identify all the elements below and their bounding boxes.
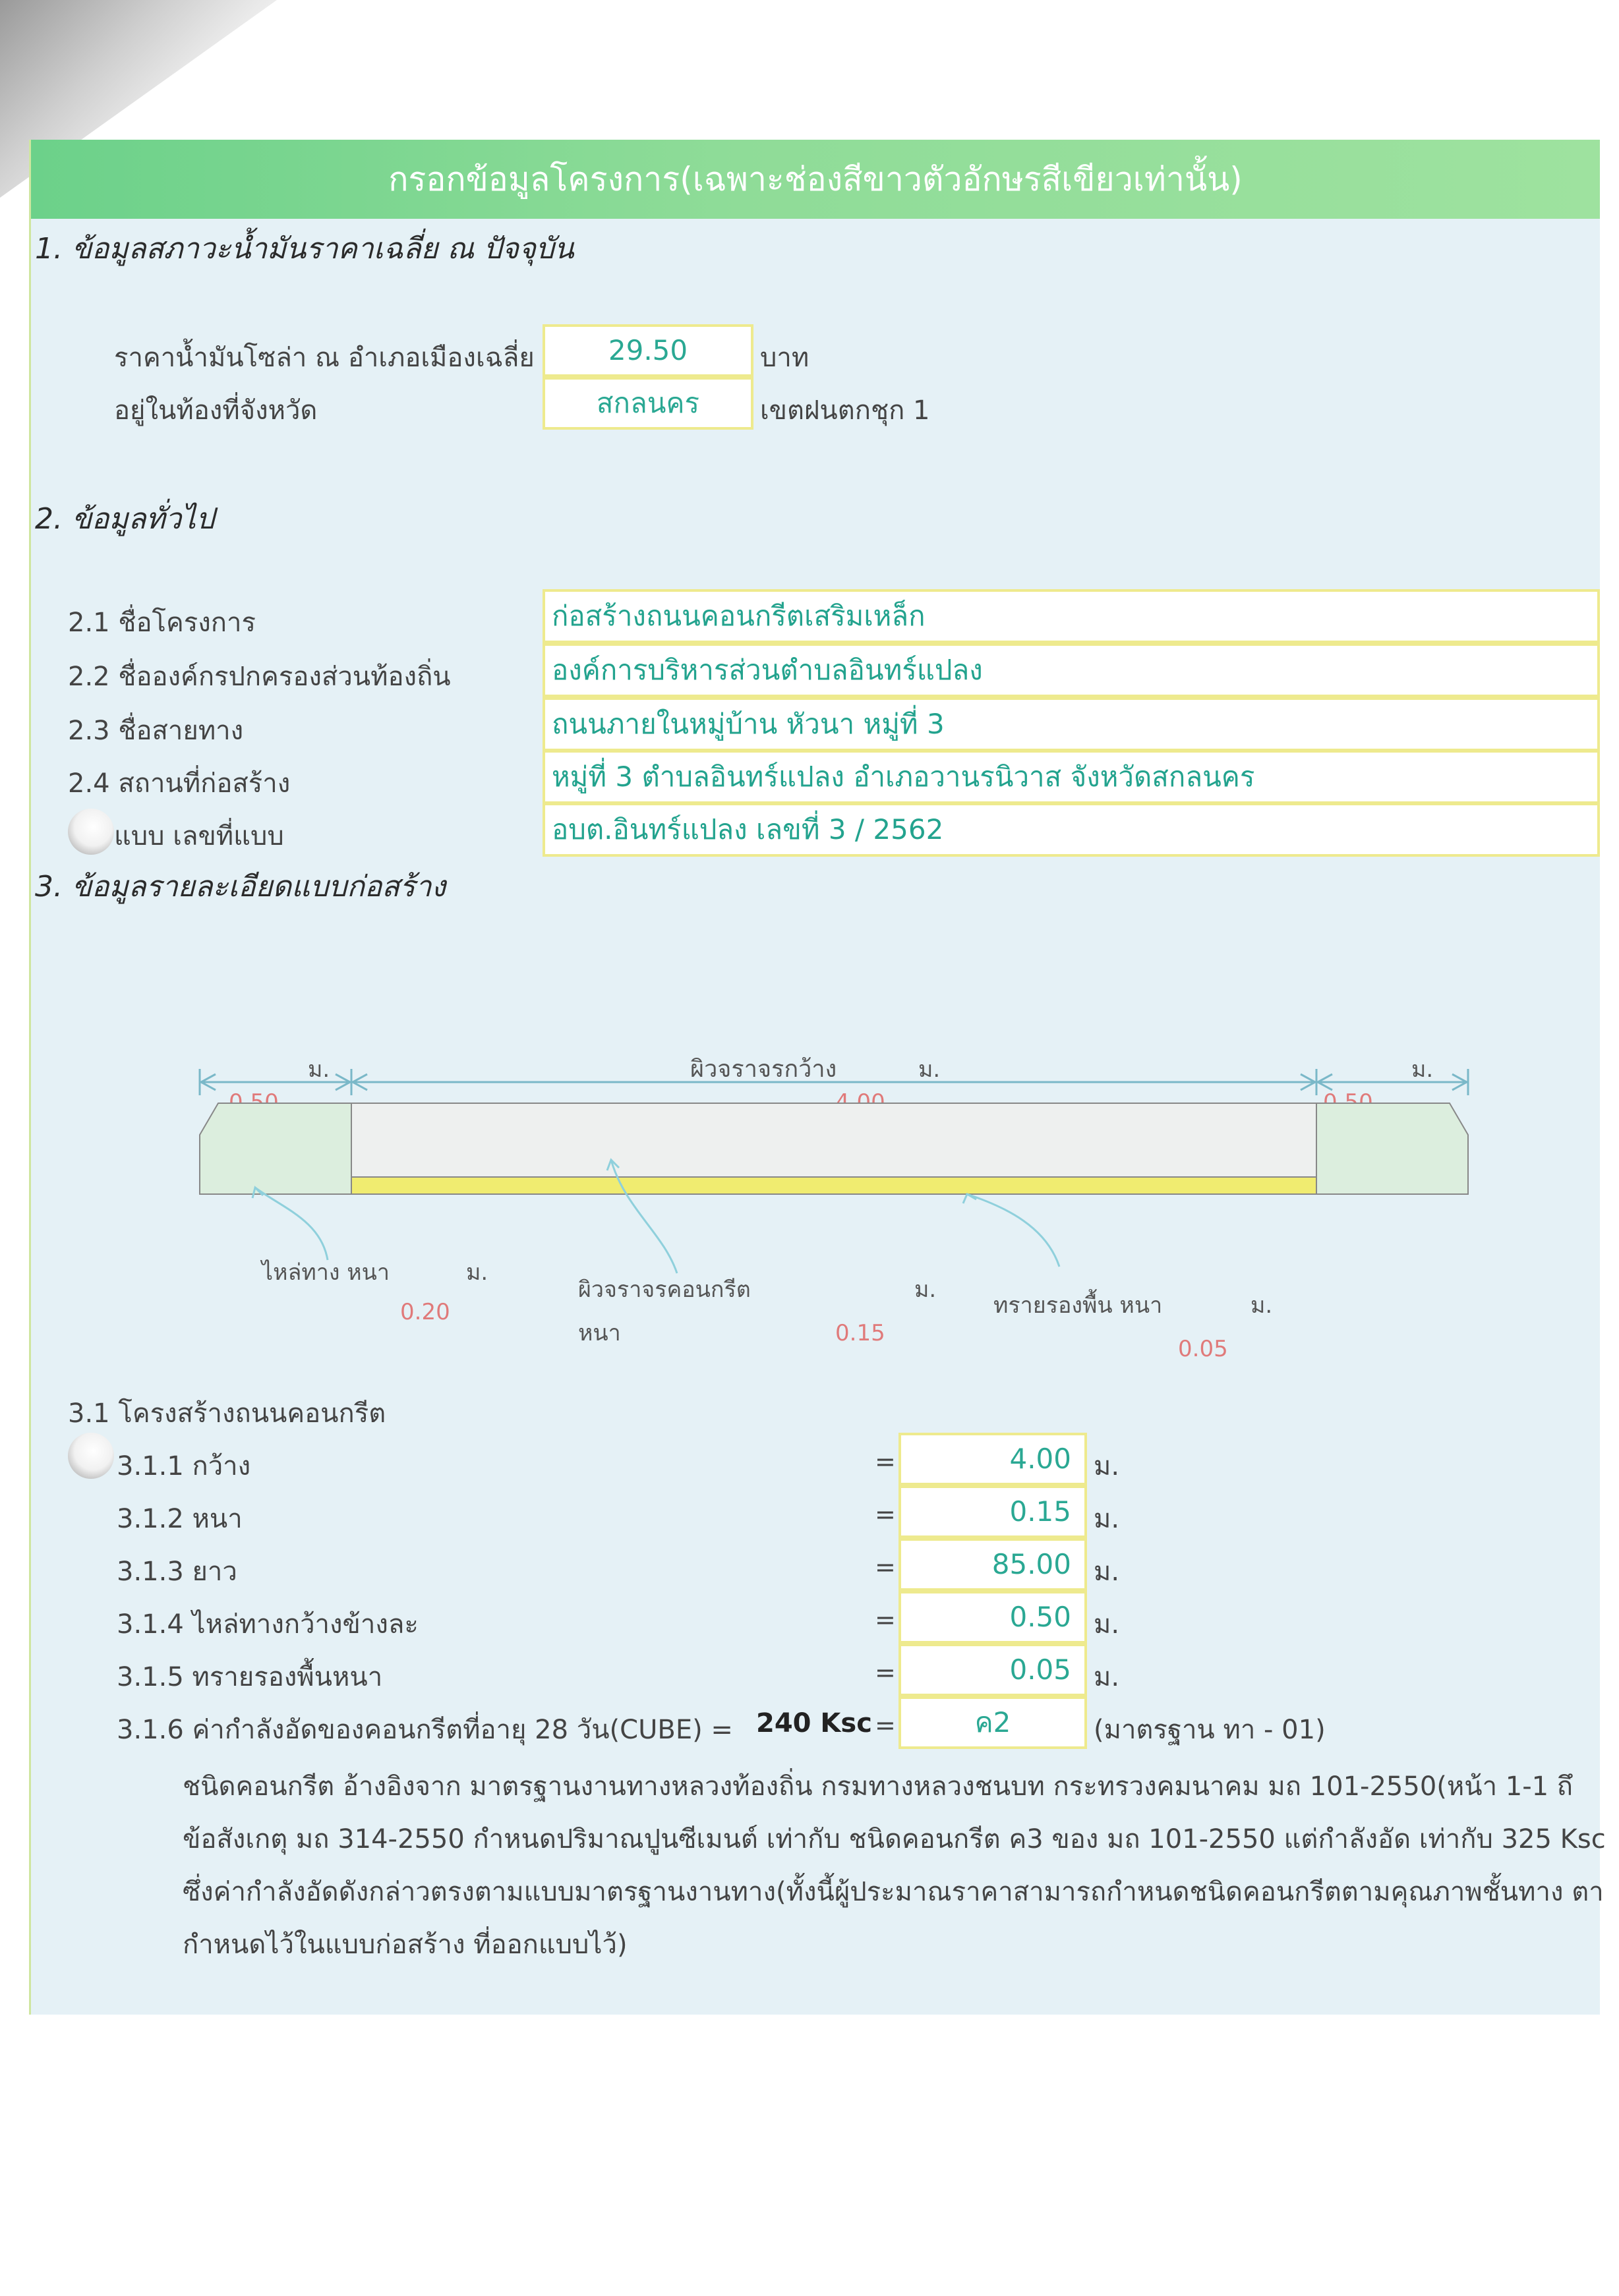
punch-hole-marker-2 bbox=[68, 1433, 114, 1479]
strength-ksc: 240 Ksc bbox=[756, 1708, 872, 1738]
width-equals: = bbox=[875, 1447, 896, 1476]
concrete-thickness-unit: ม. bbox=[914, 1277, 937, 1303]
road-cross-section-diagram bbox=[31, 1036, 1600, 1379]
concrete-thickness-label-1: ผิวจราจรคอนกรีต bbox=[578, 1277, 751, 1303]
right-shoulder-shape bbox=[1316, 1103, 1468, 1194]
project-name-label: 2.1 ชื่อโครงการ bbox=[68, 608, 256, 638]
shoulder-width-field[interactable]: 0.50 bbox=[898, 1591, 1087, 1644]
right-shoulder-unit: ม. bbox=[1411, 1056, 1434, 1083]
strength-label: 3.1.6 ค่ากำลังอัดของคอนกรีตที่อายุ 28 วัน(CUBE) = bbox=[117, 1715, 733, 1745]
section-1-title: 1. ข้อมูลสภาวะน้ำมันราคาเฉลี่ย ณ ปัจจุบัน bbox=[35, 232, 574, 266]
province-label: อยู่ในท้องที่จังหวัด bbox=[114, 395, 318, 426]
surface-width-label: ผิวจราจรกว้าง bbox=[690, 1056, 837, 1083]
site-location-field[interactable]: หมู่ที่ 3 ตำบลอินทร์แปลง อำเภอวานรนิวาส จังหวัดสกลนคร bbox=[543, 750, 1600, 804]
concrete-class-field[interactable]: ค2 bbox=[898, 1696, 1087, 1749]
section-2-title: 2. ข้อมูลทั่วไป bbox=[35, 502, 215, 536]
thickness-label: 3.1.2 หนา bbox=[117, 1504, 243, 1534]
strength-standard: (มาตรฐาน ทา - 01) bbox=[1094, 1715, 1326, 1745]
site-location-label: 2.4 สถานที่ก่อสร้าง bbox=[68, 768, 291, 799]
strength-equals: = bbox=[875, 1711, 896, 1740]
concrete-thickness-label-2: หนา bbox=[578, 1320, 621, 1346]
shoulder-thickness-unit: ม. bbox=[466, 1259, 488, 1286]
project-name-field[interactable]: ก่อสร้างถนนคอนกรีตเสริมเหล็ก bbox=[543, 589, 1600, 643]
design-number-label: แบบ เลขที่แบบ bbox=[114, 821, 284, 851]
form-header: กรอกข้อมูลโครงการ(เฉพาะช่องสีขาวตัวอักษรสีเขียวเท่านั้น) bbox=[31, 140, 1600, 219]
note-line-1: ชนิดคอนกรีต อ้างอิงจาก มาตรฐานงานทางหลวงท้องถิ่น กรมทางหลวงชนบท กระทรวงคมนาคม มถ 101-2550(หน้า 1-1 ถึ bbox=[183, 1771, 1574, 1802]
length-unit: ม. bbox=[1094, 1557, 1120, 1587]
design-number-field[interactable]: อบต.อินทร์แปลง เลขที่ 3 / 2562 bbox=[543, 803, 1600, 857]
concrete-thickness-value: 0.15 bbox=[835, 1320, 885, 1346]
width-label: 3.1.1 กว้าง bbox=[117, 1451, 251, 1481]
concrete-surface-shape bbox=[351, 1103, 1316, 1177]
thickness-field[interactable]: 0.15 bbox=[898, 1485, 1087, 1538]
length-field[interactable]: 85.00 bbox=[898, 1538, 1087, 1591]
diesel-price-label: ราคาน้ำมันโซล่า ณ อำเภอเมืองเฉลี่ย bbox=[114, 343, 535, 373]
route-name-field[interactable]: ถนนภายในหมู่บ้าน หัวนา หมู่ที่ 3 bbox=[543, 697, 1600, 751]
shoulder-width-unit: ม. bbox=[1094, 1609, 1120, 1640]
thickness-unit: ม. bbox=[1094, 1504, 1120, 1534]
length-equals: = bbox=[875, 1553, 896, 1582]
left-shoulder-unit: ม. bbox=[308, 1056, 330, 1083]
left-shoulder-shape bbox=[200, 1103, 351, 1194]
sand-base-field[interactable]: 0.05 bbox=[898, 1644, 1087, 1696]
thickness-equals: = bbox=[875, 1500, 896, 1529]
rain-zone-text: เขตฝนตกชุก 1 bbox=[760, 395, 930, 426]
note-line-2: ข้อสังเกตุ มถ 314-2550 กำหนดปริมาณปูนซีเมนต์ เท่ากับ ชนิดคอนกรีต ค3 ของ มถ 101-2550 แต่กำลังอัด เท่ากับ 325 Ksc bbox=[183, 1824, 1606, 1854]
province-field[interactable]: สกลนคร bbox=[543, 377, 753, 430]
shoulder-width-label: 3.1.4 ไหล่ทางกว้างข้างละ bbox=[117, 1609, 419, 1640]
structure-title: 3.1 โครงสร้างถนนคอนกรีต bbox=[68, 1398, 386, 1429]
punch-hole-marker bbox=[68, 809, 114, 855]
project-form-sheet bbox=[29, 140, 1606, 2015]
sand-thickness-value: 0.05 bbox=[1178, 1336, 1228, 1362]
width-field[interactable]: 4.00 bbox=[898, 1433, 1087, 1485]
org-name-field[interactable]: องค์การบริหารส่วนตำบลอินทร์แปลง bbox=[543, 643, 1600, 697]
sand-thickness-unit: ม. bbox=[1251, 1292, 1273, 1319]
sand-base-label: 3.1.5 ทรายรองพื้นหนา bbox=[117, 1662, 383, 1692]
sand-thickness-label: ทรายรองพื้น หนา bbox=[993, 1292, 1163, 1319]
route-name-label: 2.3 ชื่อสายทาง bbox=[68, 716, 244, 746]
length-label: 3.1.3 ยาว bbox=[117, 1557, 237, 1587]
surface-width-unit: ม. bbox=[918, 1056, 941, 1083]
diesel-price-unit: บาท bbox=[760, 343, 810, 373]
sand-base-equals: = bbox=[875, 1658, 896, 1687]
sand-base-unit: ม. bbox=[1094, 1662, 1120, 1692]
shoulder-thickness-label: ไหล่ทาง หนา bbox=[262, 1259, 390, 1286]
width-unit: ม. bbox=[1094, 1451, 1120, 1481]
diesel-price-field[interactable]: 29.50 bbox=[543, 324, 753, 377]
shoulder-thickness-value: 0.20 bbox=[400, 1299, 450, 1325]
sand-base-shape bbox=[351, 1177, 1316, 1194]
section-3-title: 3. ข้อมูลรายละเอียดแบบก่อสร้าง bbox=[35, 870, 446, 904]
org-name-label: 2.2 ชื่อองค์กรปกครองส่วนท้องถิ่น bbox=[68, 662, 451, 692]
note-line-4: กำหนดไว้ในแบบก่อสร้าง ที่ออกแบบไว้) bbox=[183, 1930, 628, 1960]
note-line-3: ซึ่งค่ากำลังอัดดังกล่าวตรงตามแบบมาตรฐานงานทาง(ทั้งนี้ผู้ประมาณราคาสามารถกำหนดชนิดคอนกรีตตามคุณภาพชั้นทาง ตา bbox=[183, 1877, 1604, 1907]
shoulder-width-equals: = bbox=[875, 1605, 896, 1634]
